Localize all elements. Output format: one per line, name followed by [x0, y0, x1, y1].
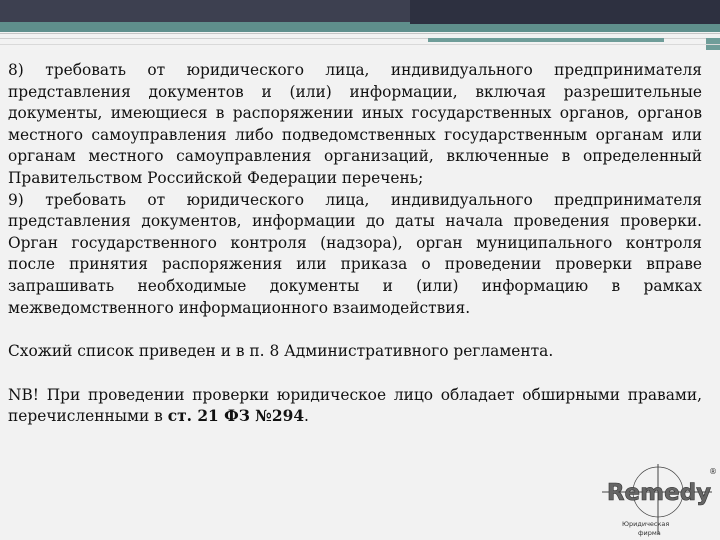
accent-stripe: [428, 38, 664, 42]
nb-end: .: [304, 407, 309, 426]
nb-text: NB! При проведении проверки юридическое лицо обладает обширными правами, перечисленными в: [8, 385, 702, 426]
paragraph-item-9: 9) требовать от юридического лица, индивидуального предпринимателя представления документов, информации до даты начала проведения проверки. Орган государственного контроля (надзора), орган муниципального контроля после принятия распоряжения или приказа о проведении проверки вправе запрашивать необходимые документы и (или) информацию в рамках межведомственного информационного взаимодействия.: [8, 190, 702, 317]
remedy-logo: [600, 462, 716, 538]
logo-subtitle-line2: фирма: [638, 529, 661, 537]
logo-subtitle-line1: Юридическая: [622, 520, 670, 528]
law-reference: ст. 21 ФЗ №294: [167, 407, 305, 426]
paragraph-similar-list: Схожий список приведен и в п. 8 Административного регламента.: [8, 342, 554, 361]
header-dark-block: [410, 0, 720, 24]
paragraph-nb: [8, 385, 702, 428]
logo-name: Remedy: [606, 480, 712, 506]
divider-line: [0, 33, 720, 34]
divider-line: [0, 44, 720, 45]
header-band: [0, 0, 720, 28]
paragraph-item-8: 8) требовать от юридического лица, индивидуального предпринимателя представления документов и (или) информации, включая разрешительные документы, имеющиеся в распоряжении иных государственных органов, органов местного самоуправления либо подведомственных государственным органам или органам местного самоуправления организаций, включенные в определенный Правительством Российской Федерации перечень;: [8, 61, 702, 187]
slide-body: [8, 60, 702, 428]
logo-registered-mark: ®: [709, 467, 717, 476]
